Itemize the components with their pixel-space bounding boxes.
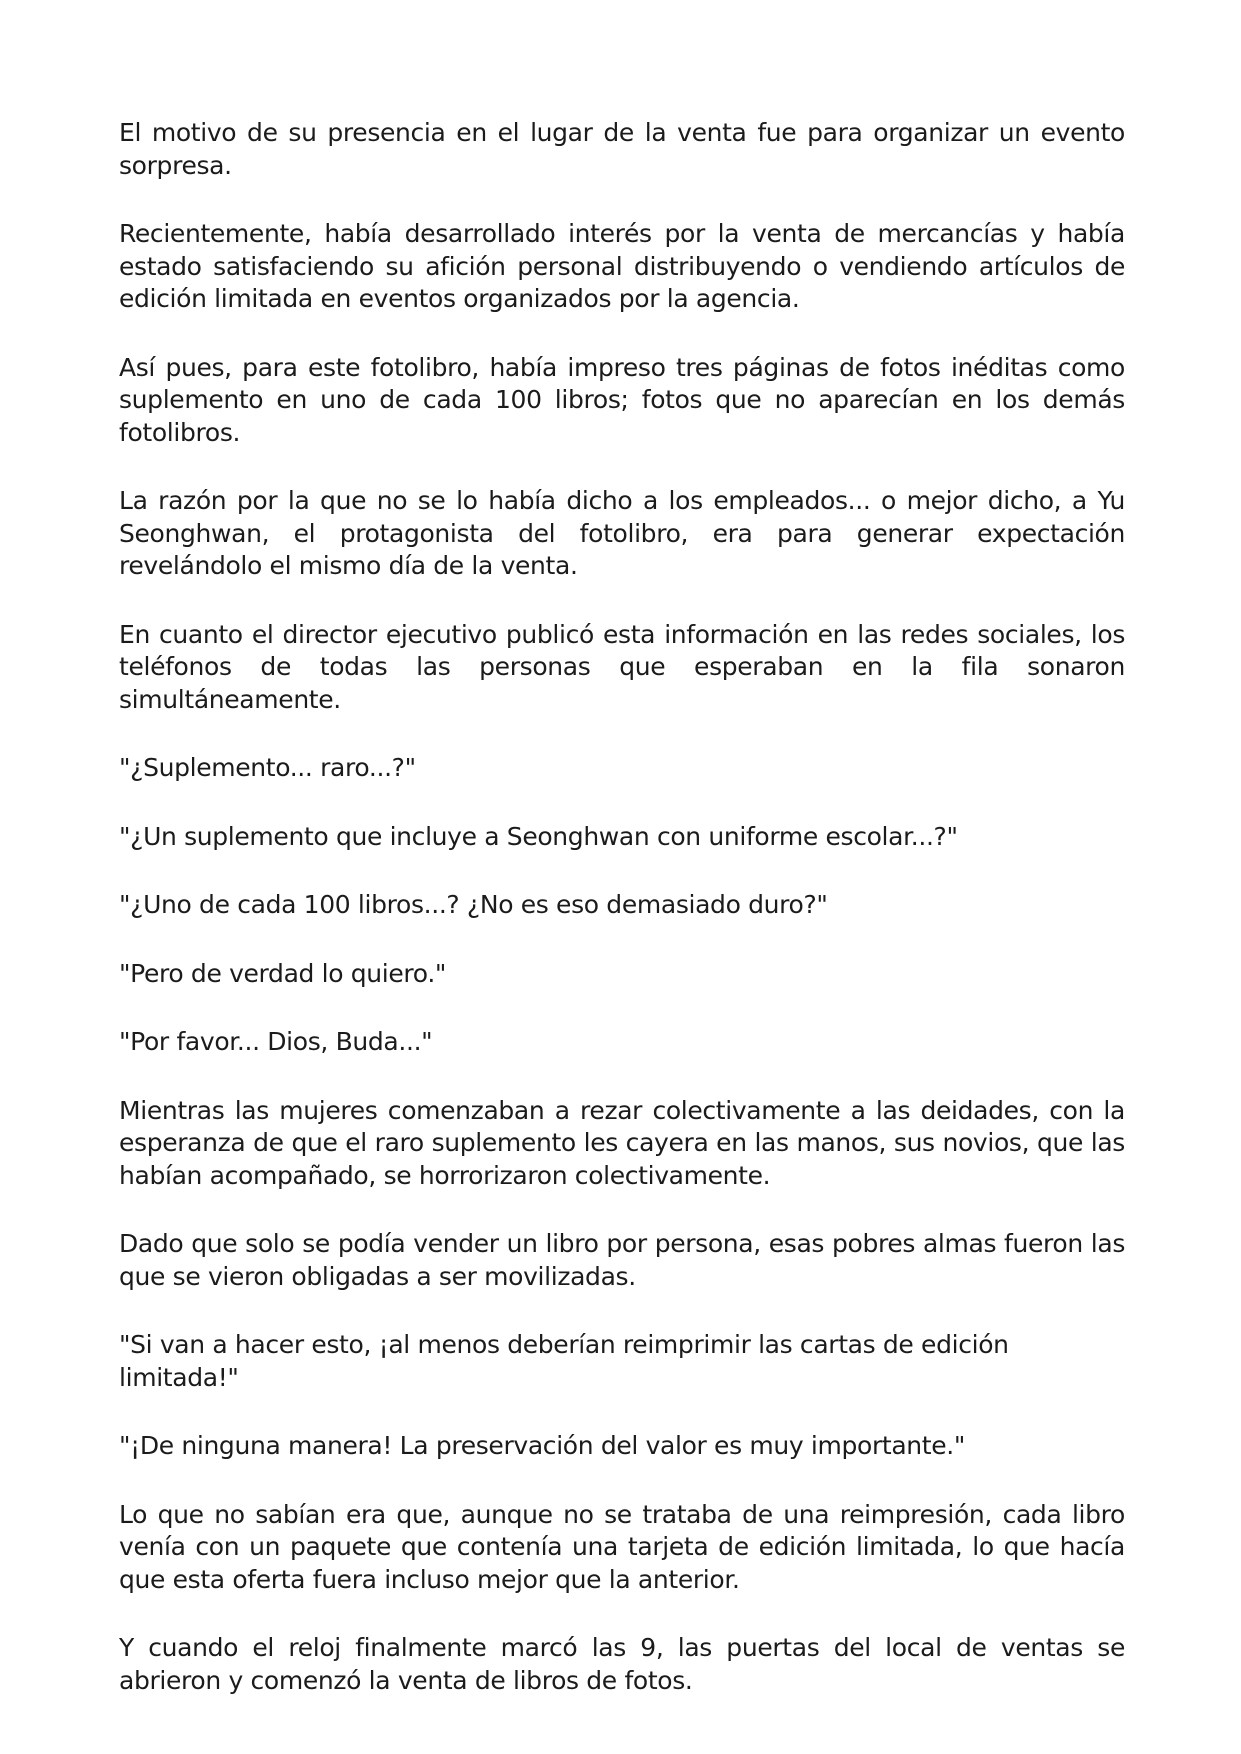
dialogue-line: "Si van a hacer esto, ¡al menos deberían reimprimir las cartas de edición limitada!": [119, 1330, 1009, 1392]
dialogue-line: "¿Suplemento... raro...?": [119, 753, 416, 782]
paragraph: Así pues, para este fotolibro, había impreso tres páginas de fotos inéditas como suplemento en uno de cada 100 libros; fotos que no aparecían en los demás fotolibros.: [119, 352, 1125, 447]
paragraph: Recientemente, había desarrollado interés por la venta de mercancías y había estado satisfaciendo su afición personal distribuyendo o vendiendo artículos de edición limitada en eventos organizados por la agencia.: [119, 219, 1125, 313]
dialogue-line: "¡De ninguna manera! La preservación del valor es muy importante.": [119, 1431, 966, 1460]
paragraph: Dado que solo se podía vender un libro por persona, esas pobres almas fueron las que se vieron obligadas a ser movilizadas.: [119, 1229, 1125, 1291]
paragraph: Y cuando el reloj finalmente marcó las 9, las puertas del local de ventas se abrieron y comenzó la venta de libros de fotos.: [119, 1633, 1125, 1695]
dialogue-line: "¿Un suplemento que incluye a Seonghwan con uniforme escolar...?": [119, 821, 958, 851]
paragraph: Mientras las mujeres comenzaban a rezar colectivamente a las deidades, con la esperanza de que el raro suplemento les cayera en las manos, sus novios, que las habían acompañado, se horrorizaron colectivamente.: [119, 1095, 1125, 1190]
document-body: [119, 117, 1125, 1697]
paragraph: Lo que no sabían era que, aunque no se trataba de una reimpresión, cada libro venía con un paquete que contenía una tarjeta de edición limitada, lo que hacía que esta oferta fuera incluso mejor que la anterior.: [119, 1499, 1125, 1594]
dialogue-line: "Pero de verdad lo quiero.": [119, 958, 447, 988]
paragraph: En cuanto el director ejecutivo publicó esta información en las redes sociales, los teléfonos de todas las personas que esperaban en la fila sonaron simultáneamente.: [119, 619, 1125, 714]
paragraph: La razón por la que no se lo había dicho a los empleados... o mejor dicho, a Yu Seonghwan, el protagonista del fotolibro, era para generar expectación revelándolo el mismo día de la venta.: [119, 486, 1125, 580]
dialogue-line: "Por favor... Dios, Buda...": [119, 1027, 433, 1056]
paragraph: El motivo de su presencia en el lugar de la venta fue para organizar un evento sorpresa.: [119, 118, 1125, 180]
dialogue-line: "¿Uno de cada 100 libros...? ¿No es eso demasiado duro?": [119, 890, 828, 919]
